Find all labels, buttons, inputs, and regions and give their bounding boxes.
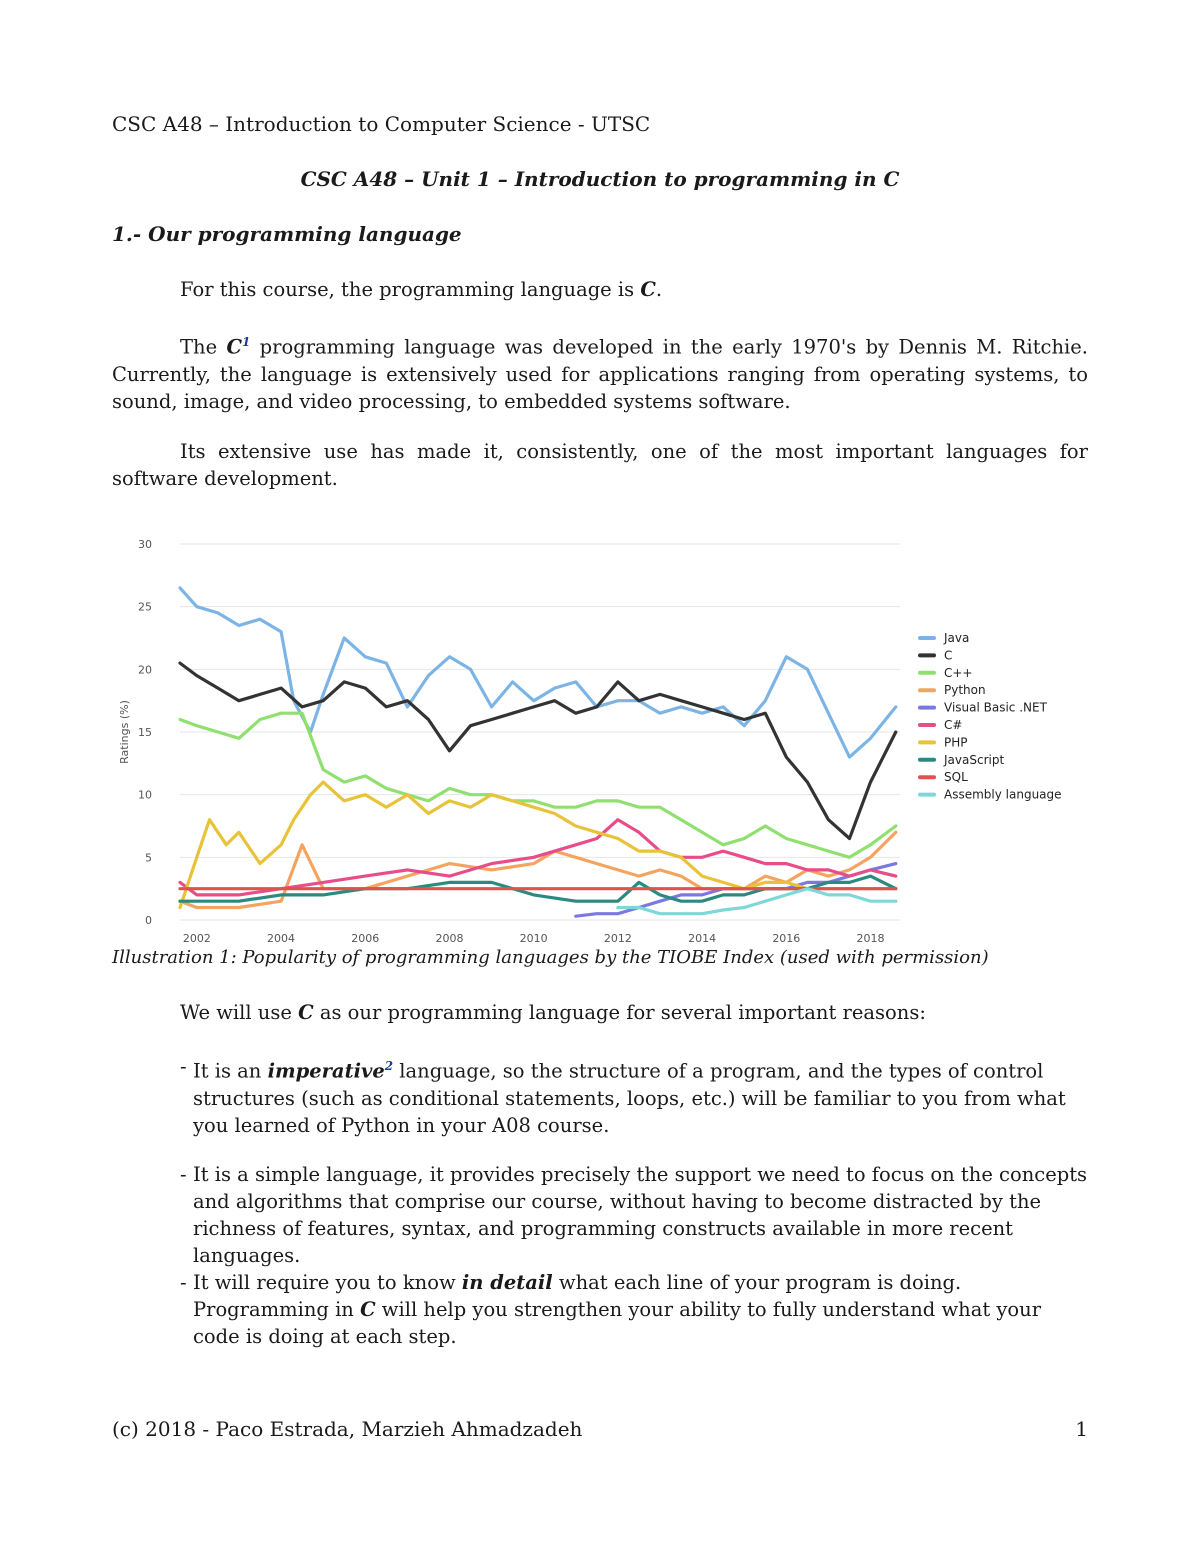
legend-label: JavaScript [944, 752, 1005, 767]
reason-3-prefix: It will require you to know [193, 1271, 462, 1294]
legend-label: SQL [944, 770, 968, 785]
reason-item-detail [180, 1269, 1090, 1350]
reason-1-rest: language, so the structure of a program, and the types of control structures (such as conditional statements, loops, etc.) will be familiar to you from what you learned of Python in your A08 course. [193, 1059, 1066, 1137]
paragraph-c-history [112, 329, 1088, 415]
p1-suffix: . [655, 278, 663, 301]
tiobe-line-chart [108, 528, 1108, 948]
p1-c-emphasis: C [640, 278, 656, 301]
imperative-emphasis: imperative [267, 1059, 385, 1083]
footnote-ref-1[interactable]: 1 [241, 335, 251, 349]
section-heading: 1.- Our programming language [112, 222, 462, 246]
p2-the: The [180, 335, 227, 359]
p1-prefix: For this course, the programming language is [180, 278, 641, 301]
y-axis-ticks [138, 538, 152, 927]
legend-label: Visual Basic .NET [944, 700, 1047, 715]
in-detail-emphasis: in detail [461, 1271, 553, 1294]
reason-item-simple [180, 1161, 1090, 1269]
legend-label: Java [944, 631, 970, 645]
x-tick-label: 2014 [688, 932, 717, 945]
x-tick-label: 2018 [856, 932, 885, 945]
y-tick-label: 0 [145, 914, 152, 927]
y-tick-label: 20 [138, 663, 152, 677]
reasons-intro [112, 999, 1088, 1026]
reason-item-imperative [180, 1053, 1090, 1139]
p2-rest: programming language was developed in the early 1970's by Dennis M. Ritchie. Currently, the language is extensively used for applications ranging from operating systems, to sound, image, and video processing, to embedded systems software. [112, 335, 1088, 413]
reason-1-text [193, 1053, 1090, 1139]
legend-label: C# [944, 718, 963, 732]
y-tick-label: 15 [138, 726, 152, 739]
chart-gridlines [180, 544, 900, 920]
reason-1-prefix: It is an [193, 1059, 268, 1083]
bullet-dash: - [180, 1271, 187, 1294]
chart-series [180, 588, 896, 916]
figure-caption: Illustration 1: Popularity of programming languages by the TIOBE Index (used with permission) [112, 947, 989, 968]
x-tick-label: 2012 [603, 932, 632, 945]
intro-prefix: We will use [180, 1001, 299, 1024]
legend-label: C++ [944, 665, 973, 680]
reason-3-text [193, 1269, 1090, 1350]
p2-c-emphasis: C [226, 335, 242, 359]
x-axis-ticks [183, 932, 885, 945]
bullet-dash: - [180, 1163, 187, 1186]
x-tick-label: 2008 [435, 932, 464, 945]
paragraph-course-language [112, 276, 1088, 303]
footer-copyright: (c) 2018 - Paco Estrada, Marzieh Ahmadzadeh [112, 1417, 583, 1441]
bullet-dash: - [180, 1055, 187, 1078]
series-line-1 [180, 663, 896, 838]
x-tick-label: 2002 [182, 932, 211, 945]
reason-3-c-emphasis: C [360, 1298, 376, 1321]
reason-3-rest: will help you strengthen your ability to fully understand what your code is doing at each step. [193, 1298, 1042, 1348]
footnote-ref-2[interactable]: 2 [384, 1059, 394, 1073]
x-tick-label: 2004 [267, 932, 296, 945]
y-axis-label: Ratings (%) [118, 700, 131, 764]
x-tick-label: 2016 [772, 932, 801, 945]
course-header: CSC A48 – Introduction to Computer Science - UTSC [112, 112, 651, 136]
x-tick-label: 2006 [351, 932, 380, 945]
unit-title: CSC A48 – Unit 1 – Introduction to programming in C [300, 167, 900, 191]
intro-c-emphasis: C [298, 1001, 314, 1024]
y-tick-label: 25 [138, 600, 152, 614]
legend-label: C [944, 648, 953, 663]
reason-2-text: It is a simple language, it provides precisely the support we need to focus on the concepts and algorithms that comprise our course, without having to become distracted by the richness of features, syntax, and programming constructs available in more recent languages. [193, 1163, 1088, 1267]
paragraph-extensive-use: Its extensive use has made it, consistently, one of the most important languages for software development. [112, 440, 1088, 490]
y-tick-label: 30 [138, 538, 152, 551]
legend-label: Python [944, 683, 986, 698]
chart-legend [920, 631, 1062, 802]
reason-3-mid: what each line of your program is doing. Programming in [193, 1271, 962, 1321]
y-tick-label: 10 [138, 788, 152, 802]
intro-suffix: as our programming language for several important reasons: [313, 1001, 926, 1024]
x-tick-label: 2010 [519, 932, 548, 945]
y-tick-label: 5 [145, 851, 152, 865]
legend-label: Assembly language [944, 787, 1062, 802]
legend-label: PHP [944, 735, 968, 750]
page-number: 1 [1075, 1417, 1088, 1441]
